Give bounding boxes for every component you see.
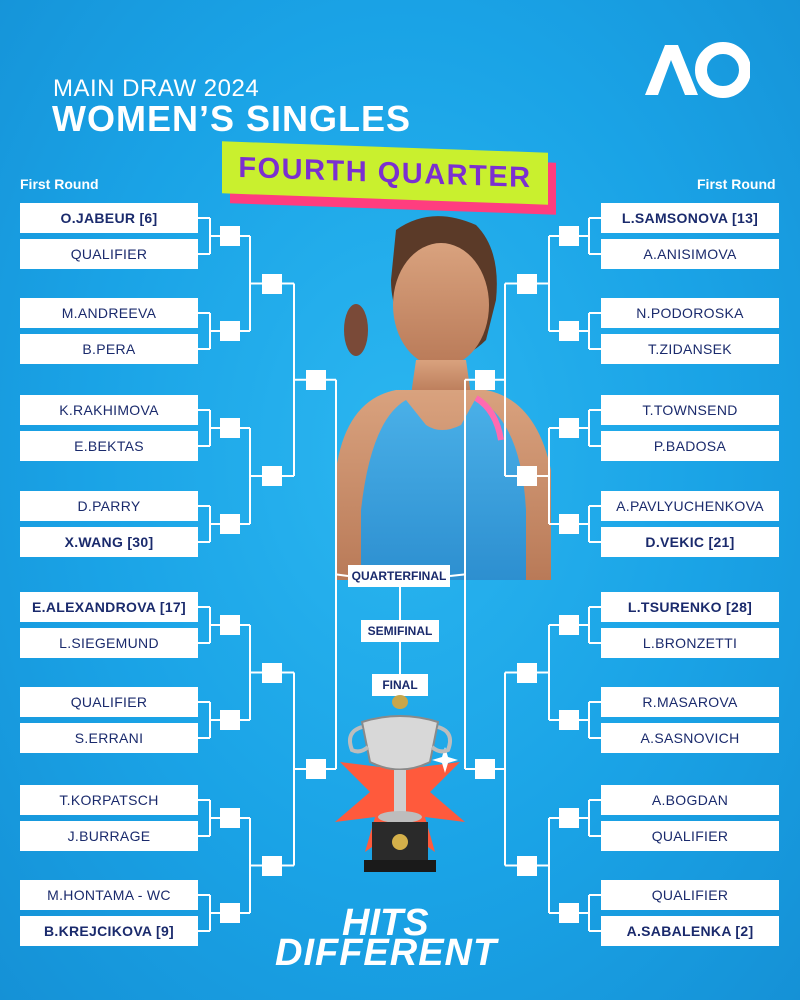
- trophy-icon: [330, 692, 470, 882]
- right-first-round-label: First Round: [697, 176, 776, 192]
- left-player-box[interactable]: L.SIEGEMUND: [20, 628, 198, 658]
- final-label: FINAL: [372, 674, 428, 696]
- right-player-box[interactable]: A.ANISIMOVA: [601, 239, 779, 269]
- right-round2-square: [559, 710, 579, 730]
- left-round2-square: [220, 808, 240, 828]
- right-round4-square: [475, 370, 495, 390]
- left-player-box[interactable]: B.PERA: [20, 334, 198, 364]
- right-round2-square: [559, 226, 579, 246]
- left-round2-square: [220, 615, 240, 635]
- left-player-box[interactable]: E.BEKTAS: [20, 431, 198, 461]
- right-player-box[interactable]: T.ZIDANSEK: [601, 334, 779, 364]
- right-round2-square: [559, 903, 579, 923]
- right-round2-square: [559, 615, 579, 635]
- left-round4-square: [306, 759, 326, 779]
- right-player-box[interactable]: A.SASNOVICH: [601, 723, 779, 753]
- banner-text: FOURTH QUARTER: [238, 151, 532, 194]
- left-player-box[interactable]: D.PARRY: [20, 491, 198, 521]
- left-round3-square: [262, 663, 282, 683]
- left-round2-square: [220, 226, 240, 246]
- right-round3-square: [517, 466, 537, 486]
- right-player-box[interactable]: L.BRONZETTI: [601, 628, 779, 658]
- draw-subtitle: MAIN DRAW 2024: [53, 75, 260, 102]
- left-player-box[interactable]: J.BURRAGE: [20, 821, 198, 851]
- left-player-box[interactable]: M.ANDREEVA: [20, 298, 198, 328]
- right-round2-square: [559, 514, 579, 534]
- left-round3-square: [262, 466, 282, 486]
- right-round4-square: [475, 759, 495, 779]
- right-round2-square: [559, 808, 579, 828]
- right-round3-square: [517, 663, 537, 683]
- left-player-box[interactable]: S.ERRANI: [20, 723, 198, 753]
- right-round3-square: [517, 274, 537, 294]
- left-player-box[interactable]: T.KORPATSCH: [20, 785, 198, 815]
- left-first-round-label: First Round: [20, 176, 99, 192]
- right-player-box[interactable]: QUALIFIER: [601, 821, 779, 851]
- left-round3-square: [262, 856, 282, 876]
- right-player-box[interactable]: A.SABALENKA [2]: [601, 916, 779, 946]
- left-round2-square: [220, 514, 240, 534]
- semifinal-label: SEMIFINAL: [361, 620, 439, 642]
- right-round2-square: [559, 418, 579, 438]
- left-round2-square: [220, 418, 240, 438]
- left-round4-square: [306, 370, 326, 390]
- right-player-box[interactable]: D.VEKIC [21]: [601, 527, 779, 557]
- left-round2-square: [220, 903, 240, 923]
- right-player-box[interactable]: L.TSURENKO [28]: [601, 592, 779, 622]
- right-player-box[interactable]: N.PODOROSKA: [601, 298, 779, 328]
- quarterfinal-label: QUARTERFINAL: [348, 565, 450, 587]
- left-player-box[interactable]: X.WANG [30]: [20, 527, 198, 557]
- page-title: WOMEN’S SINGLES: [52, 98, 412, 139]
- left-round2-square: [220, 321, 240, 341]
- left-player-box[interactable]: O.JABEUR [6]: [20, 203, 198, 233]
- right-player-box[interactable]: T.TOWNSEND: [601, 395, 779, 425]
- left-round3-square: [262, 274, 282, 294]
- right-round2-square: [559, 321, 579, 341]
- tagline-different: DIFFERENT: [275, 932, 498, 974]
- left-player-box[interactable]: E.ALEXANDROVA [17]: [20, 592, 198, 622]
- left-player-box[interactable]: QUALIFIER: [20, 239, 198, 269]
- right-player-box[interactable]: P.BADOSA: [601, 431, 779, 461]
- right-player-box[interactable]: QUALIFIER: [601, 880, 779, 910]
- right-player-box[interactable]: R.MASAROVA: [601, 687, 779, 717]
- right-player-box[interactable]: A.PAVLYUCHENKOVA: [601, 491, 779, 521]
- left-player-box[interactable]: B.KREJCIKOVA [9]: [20, 916, 198, 946]
- left-round2-square: [220, 710, 240, 730]
- tagline-hits: HITS: [342, 902, 429, 944]
- left-player-box[interactable]: QUALIFIER: [20, 687, 198, 717]
- left-player-box[interactable]: M.HONTAMA - WC: [20, 880, 198, 910]
- right-round3-square: [517, 856, 537, 876]
- right-player-box[interactable]: L.SAMSONOVA [13]: [601, 203, 779, 233]
- left-player-box[interactable]: K.RAKHIMOVA: [20, 395, 198, 425]
- right-player-box[interactable]: A.BOGDAN: [601, 785, 779, 815]
